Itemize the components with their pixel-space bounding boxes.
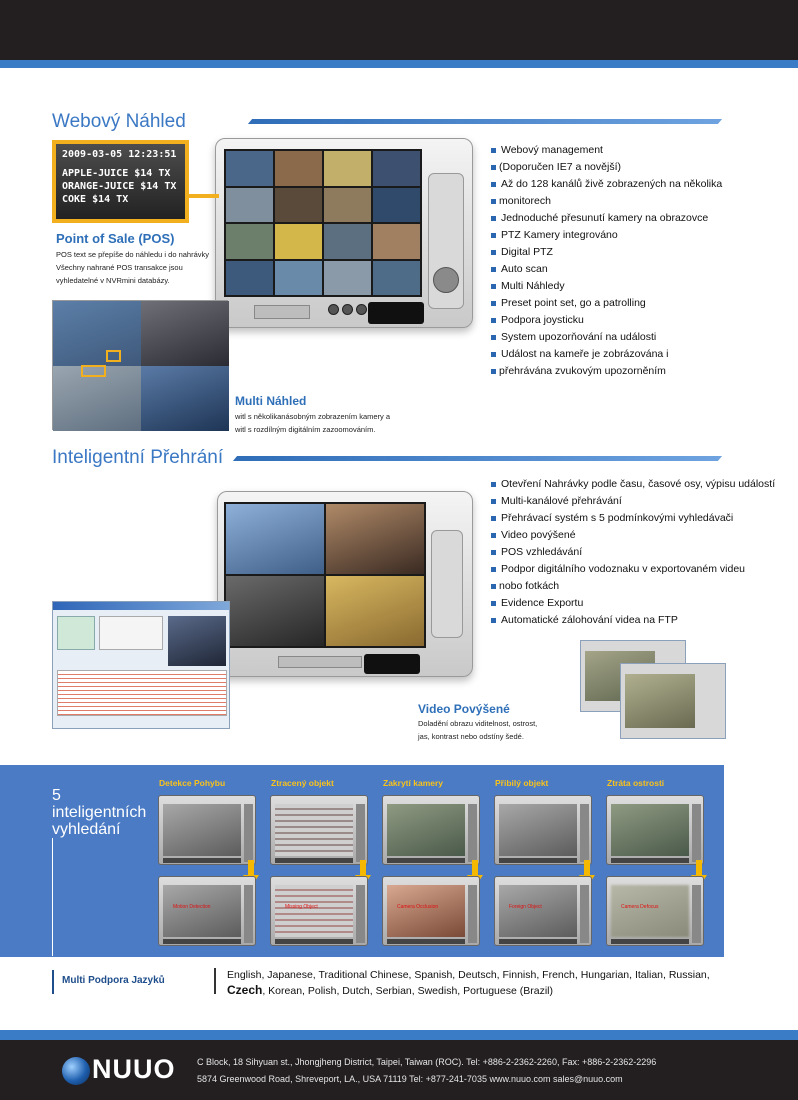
window-titlebar [53,602,229,610]
camera-tile [373,151,420,186]
language-list [227,968,727,999]
category-camera-defocus: Ztráta ostrosti [607,778,665,788]
video-enhance-title: Video Povýšené [418,702,510,716]
playback-features [491,476,791,629]
video-desc-line: Doladění obrazu viditelnost, ostrost, [418,719,538,728]
playback-search-window [52,601,230,729]
language-divider [214,968,216,994]
playback-rule [233,456,722,461]
pos-description [56,248,221,287]
camera-tile [226,261,273,296]
thumb-label: Motion Detection [173,904,211,910]
category-missing-object: Ztracený objekt [271,778,334,788]
search-thumb-before [606,795,704,865]
live-view-screen [224,149,422,297]
search-thumb-after [158,876,256,946]
calendar[interactable] [57,616,95,650]
camera-tile [275,224,322,259]
search-thumb-after [270,876,368,946]
playback-tile [226,504,324,574]
playback-controls[interactable] [278,656,362,668]
video-enhance-description [418,717,578,743]
control-button[interactable] [328,304,339,315]
web-preview-title: Webový Náhled [52,111,186,132]
feature-item: Multi Náhledy [491,278,791,295]
footer-address-usa: 5874 Greenwood Road, Shreveport, LA., USA 71119 Tel: +877-241-7035 www.nuuo.com sales@nuuo.com [197,1074,623,1084]
search-thumb-before [494,795,592,865]
pos-connector [189,194,219,198]
feature-item: Jednoduché přesunutí kamery na obrazovce [491,210,791,227]
camera-tile [275,188,322,223]
feature-item: Evidence Exportu [491,595,791,612]
thumb-label: Foreign Object [509,904,542,910]
enhancement-preview [625,674,695,728]
time-range-panel[interactable] [99,616,163,650]
feature-item: Auto scan [491,261,791,278]
language-label: Multi Podpora Jazyků [62,975,165,986]
camera-tile [373,188,420,223]
arrow-icon [472,860,478,876]
search-thumb-after [606,876,704,946]
feature-item: Až do 128 kanálů živě zobrazených na několika [491,176,791,193]
pos-line: COKE $14 TX [62,194,129,205]
video-preview [168,616,226,666]
feature-item: Preset point set, go a patrolling [491,295,791,312]
control-button[interactable] [342,304,353,315]
camera-tile [373,261,420,296]
playback-screen [224,502,426,648]
zoom-highlight [106,350,121,362]
feature-item: PTZ Kamery integrováno [491,227,791,244]
thumb-label: Missing Object [285,904,318,910]
feature-item: Událost na kameře je zobrázována i [491,346,791,363]
nuuo-logo: NUUO [92,1054,176,1084]
multi-desc-line: witl s několikanásobným zobrazením kamery a [235,412,391,421]
search-thumb-before [270,795,368,865]
nuuo-globe-icon [62,1057,90,1085]
language-line: English, Japanese, Traditional Chinese, Spanish, Deutsch, Finnish, French, Hungarian, Italian, Russian, [227,969,710,981]
camera-tile [324,224,371,259]
video-desc-line: jas, kontrast nebo odstíny šedé. [418,732,524,741]
playback-tile [326,576,424,646]
camera-tile [275,151,322,186]
language-line: , Korean, Polish, Dutch, Serbian, Swedish, Portuguese (Brazil) [262,985,553,997]
feature-item: Video povýšené [491,527,791,544]
enhancement-window-front [620,663,726,739]
search-thumb-before [158,795,256,865]
camera-tile [226,224,273,259]
feature-item: Přehrávací systém s 5 podmínkovými vyhledávači [491,510,791,527]
feature-item: Podpora joysticku [491,312,791,329]
zoomed-driver-view [141,301,229,366]
thumb-label: Camera Occlusion [397,904,439,910]
camera-tile [226,151,273,186]
arrow-icon [360,860,366,876]
camera-tile [324,261,371,296]
feature-item: Otevření Nahrávky podle času, časové osy, výpisu událostí [491,476,791,493]
multi-view-photo [52,300,228,430]
search-thumb-after [494,876,592,946]
feature-item-cont: (Doporučen IE7 a novější) [491,159,791,176]
bottom-stripe [0,1030,798,1040]
zoom-highlight [81,365,106,377]
category-motion-detection: Detekce Pohybu [159,778,226,788]
feature-item-cont: přehrávána zvukovým upozorněním [491,363,791,380]
pos-line: APPLE-JUICE $14 TX [62,168,171,179]
arrow-icon [696,860,702,876]
playback-side-panel[interactable] [431,530,463,638]
car-front-view [141,366,229,431]
playback-tile [326,504,424,574]
camera-tile [275,261,322,296]
multi-view-description [235,410,435,436]
playback-tile [226,576,324,646]
feature-item-cont: monitorech [491,193,791,210]
pos-desc-line: Všechny nahrané POS transakce jsou [56,263,183,272]
pos-title: Point of Sale (POS) [56,231,175,246]
feature-item: Podpor digitálního vodoznaku v exportovaném videu [491,561,791,578]
footer-address-taipei: C Block, 18 Sihyuan st., Jhongjheng District, Taipei, Taiwan (ROC). Tel: +886-2-2362-2260, Fax: +886-2-2362-2296 [197,1057,657,1067]
feature-item-cont: nobo fotkách [491,578,791,595]
timeline[interactable] [57,670,227,716]
pos-line: ORANGE-JUICE $14 TX [62,181,177,192]
feature-item: Webový management [491,142,791,159]
top-bar [0,0,798,60]
camera-tile [373,224,420,259]
pos-desc-line: vyhledatelné v NVRmini databázy. [56,276,170,285]
feature-item: Automatické zálohování videa na FTP [491,612,791,629]
live-view-monitor [215,138,473,328]
language-marker [52,970,54,994]
joystick-icon[interactable] [433,267,459,293]
pos-desc-line: POS text se přepíše do náhledu i do nahrávky [56,250,210,259]
feature-item: Digital PTZ [491,244,791,261]
panel-divider [52,838,53,956]
pos-timestamp: 2009-03-05 12:23:51 [62,149,177,160]
web-preview-features [491,142,791,380]
layout-buttons[interactable] [254,305,310,319]
search-thumb-before [382,795,480,865]
camera-tile [324,188,371,223]
arrow-icon [584,860,590,876]
feature-item: System upozorňování na události [491,329,791,346]
pos-overlay-screen [56,144,185,219]
top-stripe [0,60,798,68]
category-foreign-object: Přibilý objekt [495,778,549,788]
control-button[interactable] [356,304,367,315]
search-title-line: vyhledání [52,821,121,838]
search-title-line: inteligentních [52,804,147,821]
search-title-line: 5 [52,787,61,804]
language-highlight: Czech [227,983,263,997]
status-display [368,302,424,324]
playback-monitor [217,491,473,677]
search-panel-title [52,787,164,838]
multi-desc-line: witl s rozdílným digitálním zazoomováním. [235,425,376,434]
search-thumb-after [382,876,480,946]
thumb-label: Camera Defocus [621,904,659,910]
feature-item: POS vzhledávání [491,544,791,561]
playback-title: Inteligentní Přehrání [52,447,224,468]
time-display [364,654,420,674]
arrow-icon [248,860,254,876]
pos-overlay-frame [52,140,189,223]
feature-item: Multi-kanálové přehrávání [491,493,791,510]
web-preview-rule [248,119,722,124]
camera-tile [226,188,273,223]
camera-tile [324,151,371,186]
category-camera-occlusion: Zakrytí kamery [383,778,444,788]
multi-view-title: Multi Náhled [235,394,307,408]
